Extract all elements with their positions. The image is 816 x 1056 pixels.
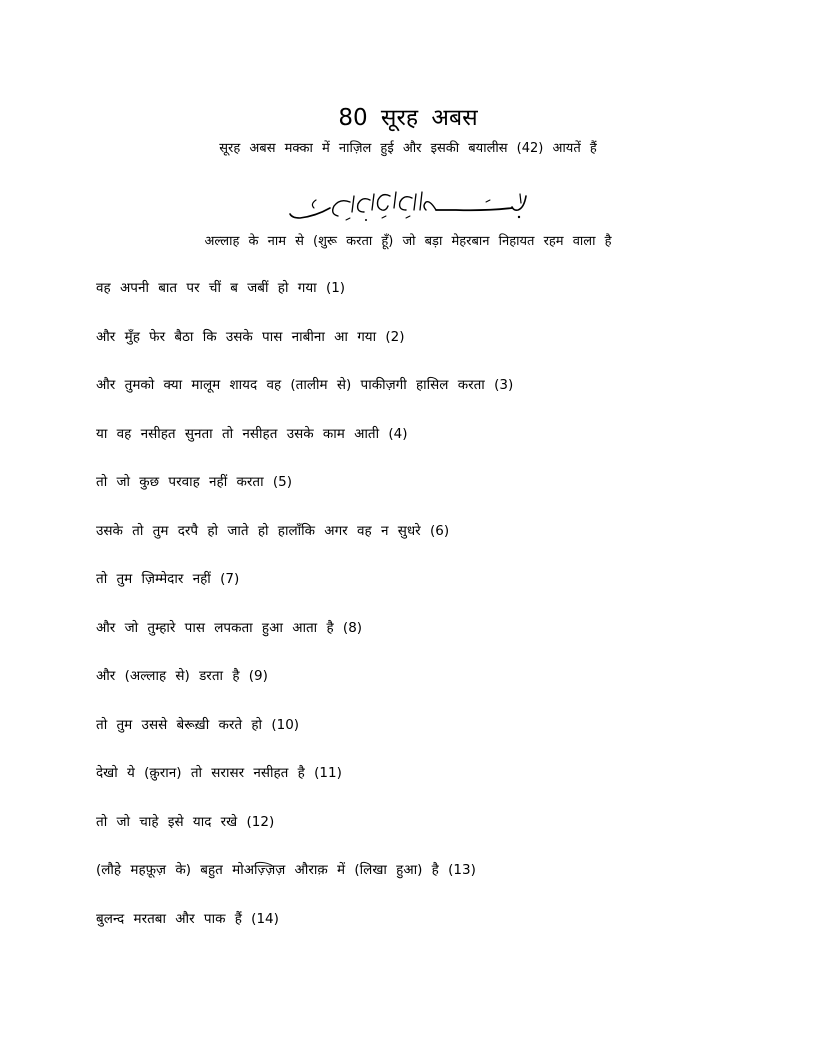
verse-9: और (अल्लाह से) डरता है (9) [96,668,268,684]
verse-2: और मुँह फेर बैठा कि उसके पास नाबीना आ गया (2) [96,328,405,345]
verse-7: तो तुम ज़िम्मेदार नहीं (7) [96,571,240,587]
verse-5: तो जो कुछ परवाह नहीं करता (5) [96,474,293,490]
verse-10: तो तुम उससे बेरूख़ी करते हो (10) [96,716,300,733]
verse-11: देखो ये (क़ुरान) तो सरासर नसीहत है (11) [96,765,342,781]
verse-list [96,278,513,957]
verse-3: और तुमको क्या मालूम शायद वह (तालीम से) पाकीज़गी हासिल करता (3) [96,377,514,393]
verse-1: वह अपनी बात पर चीं ब जबीं हो गया (1) [96,280,346,296]
verse-13: (लौहे महफ़ूज़ के) बहुत मोअज़्ज़िज़ औराक़ में (लिखा हुआ) है (13) [96,862,476,878]
bismillah-translation: अल्लाह के नाम से (शुरू करता हूँ) जो बड़ा मेहरबान निहायत रहम वाला है [204,234,612,249]
verse-6: उसके तो तुम दरपै हो जाते हो हालाँकि अगर वह न सुधरे (6) [96,522,450,539]
verse-8: और जो तुम्हारे पास लपकता हुआ आता है (8) [96,619,363,636]
basmala-calligraphy [286,188,530,228]
surah-subtitle: सूरह अबस मक्का में नाज़िल हुई और इसकी बयालीस (42) आयतें हैं [219,141,597,156]
verse-4: या वह नसीहत सुनता तो नसीहत उसके काम आती (4) [96,425,408,442]
verse-14: बुलन्द मरतबा और पाक हैं (14) [96,910,279,927]
page-title: 80 सूरह अबस [338,105,478,131]
verse-12: तो जो चाहे इसे याद रखे (12) [96,813,275,830]
